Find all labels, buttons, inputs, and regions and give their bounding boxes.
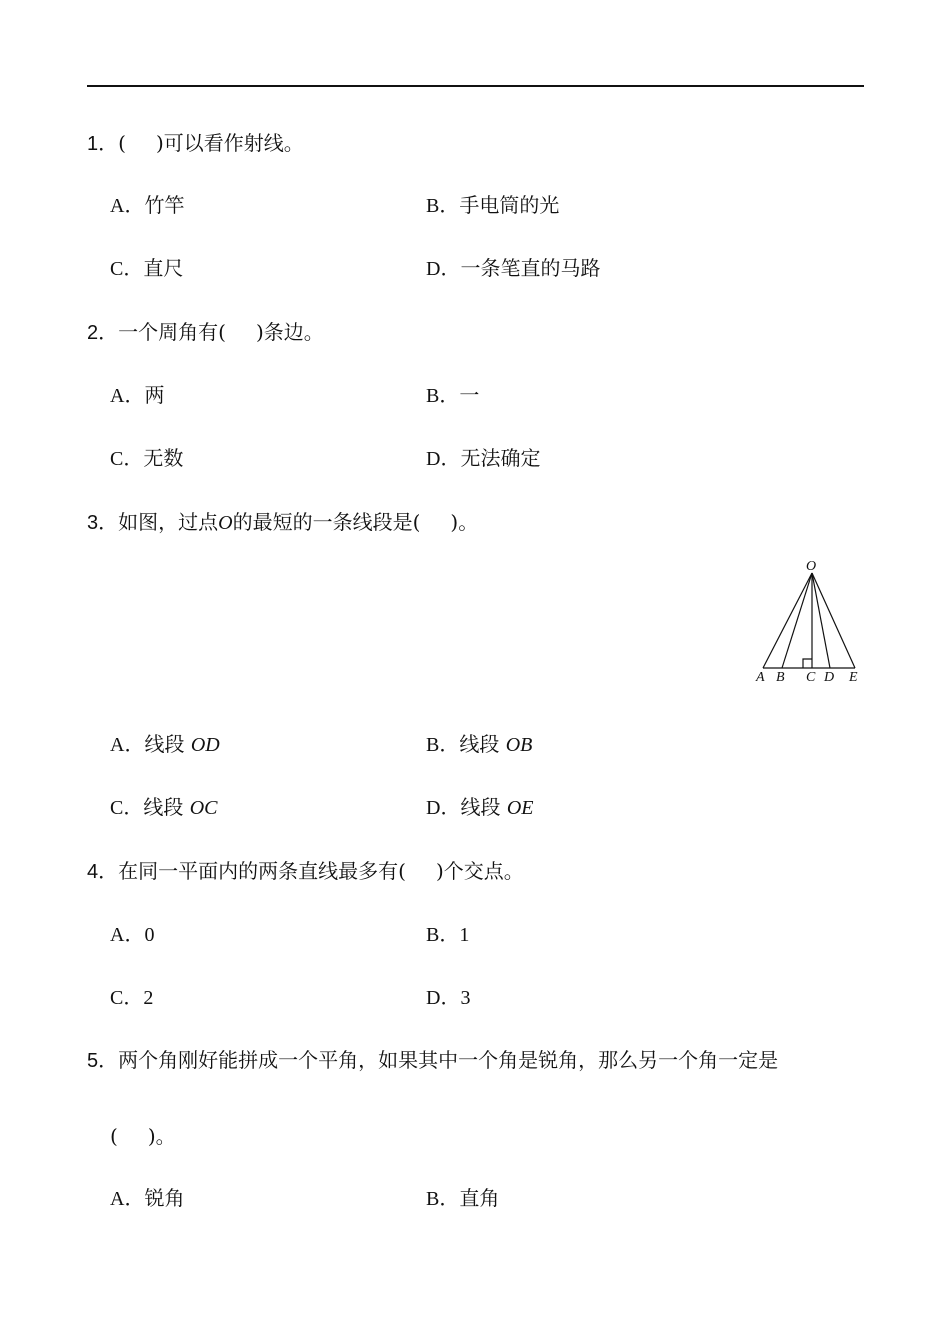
option-b[interactable]: B．手电筒的光 — [426, 193, 560, 217]
option-b[interactable]: B．一 — [426, 383, 480, 407]
segment-od — [812, 573, 830, 668]
question-number: 3 — [87, 512, 99, 534]
triangle-figure — [752, 556, 864, 688]
question-5-stem: 5．两个角刚好能拼成一个平角，如果其中一个角是锐角，那么另一个角一定是 — [87, 1048, 779, 1072]
question-2-stem: 2．一个周角有( )条边。 — [87, 320, 324, 344]
question-3-stem: 3．如图，过点O的最短的一条线段是( )。 — [87, 510, 479, 534]
question-number: 1 — [87, 133, 99, 155]
segment-ob — [782, 573, 812, 668]
option-a[interactable]: A．两 — [110, 383, 165, 407]
label-e: E — [849, 670, 858, 685]
option-d[interactable]: D．3 — [426, 985, 471, 1009]
label-o: O — [806, 559, 817, 574]
option-c[interactable]: C．无数 — [110, 446, 184, 470]
label-b: B — [776, 670, 785, 685]
option-c[interactable]: C．直尺 — [110, 256, 184, 280]
label-c: C — [806, 670, 816, 685]
option-b[interactable]: B．1 — [426, 922, 470, 946]
segment-oa — [763, 573, 812, 668]
segment-oe — [812, 573, 855, 668]
option-a[interactable]: A．竹竿 — [110, 193, 185, 217]
label-a: A — [756, 670, 765, 685]
option-d[interactable]: D．无法确定 — [426, 446, 541, 470]
option-b[interactable]: B．线段 OB — [426, 732, 533, 756]
question-number: 2 — [87, 322, 99, 344]
option-d[interactable]: D．线段 OE — [426, 795, 534, 819]
question-5-blank: ( )。 — [110, 1124, 176, 1148]
label-d: D — [824, 670, 835, 685]
option-a[interactable]: A．锐角 — [110, 1186, 185, 1210]
option-c[interactable]: C．2 — [110, 985, 154, 1009]
question-number: 4 — [87, 861, 99, 883]
option-d[interactable]: D．一条笔直的马路 — [426, 256, 601, 280]
header-rule — [87, 85, 864, 87]
question-number: 5 — [87, 1050, 99, 1072]
option-a[interactable]: A．线段 OD — [110, 732, 220, 756]
question-4-stem: 4．在同一平面内的两条直线最多有( )个交点。 — [87, 859, 524, 883]
option-b[interactable]: B．直角 — [426, 1186, 500, 1210]
option-a[interactable]: A．0 — [110, 922, 155, 946]
right-angle-mark — [803, 659, 812, 668]
option-c[interactable]: C．线段 OC — [110, 795, 218, 819]
question-1-stem: 1．( )可以看作射线。 — [87, 131, 304, 155]
